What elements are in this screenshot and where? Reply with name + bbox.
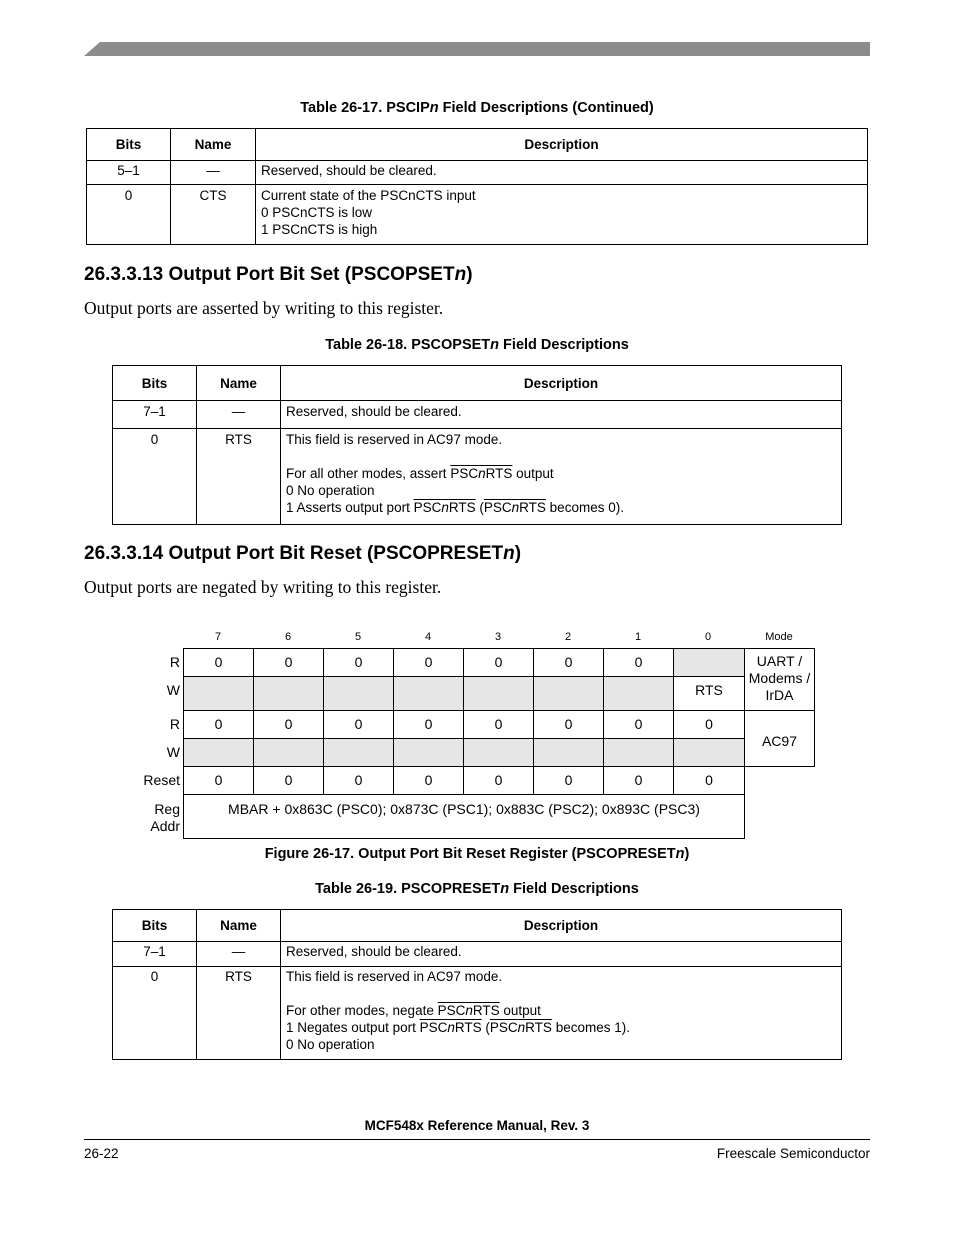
mode-ac97: AC97 — [744, 710, 815, 767]
cell-name: — — [197, 401, 281, 429]
reg-cell: 0 — [463, 648, 534, 677]
mode-line: IrDA — [765, 687, 794, 703]
table-row — [87, 185, 868, 245]
desc-line: 0 No operation — [286, 1037, 375, 1052]
footer-company: Freescale Semiconductor — [716, 1146, 870, 1161]
reg-cell-reserved — [673, 738, 745, 767]
reg-cell: 0 — [603, 710, 674, 739]
table-row — [87, 161, 868, 185]
col-header-description: Description — [256, 129, 868, 161]
desc-line: For other modes, negate PSCnRTS output — [286, 1003, 541, 1018]
bit-number: 7 — [214, 631, 222, 643]
reg-cell: 0 — [253, 648, 324, 677]
table-17-caption: Table 26-17. PSCIPn Field Descriptions (Continued) — [300, 100, 654, 116]
bit-number: 5 — [354, 631, 362, 643]
table-19 — [112, 909, 842, 1060]
row-label-r: R — [169, 716, 180, 732]
col-header-description: Description — [281, 366, 842, 401]
reg-cell-reserved — [463, 738, 534, 767]
bit-number: 1 — [634, 631, 642, 643]
desc-line: Current state of the PSCnCTS input — [261, 188, 476, 203]
table-row — [113, 967, 842, 1060]
reg-cell-reserved — [253, 676, 324, 711]
reg-cell-reserved — [673, 648, 745, 677]
col-header-description: Description — [281, 910, 842, 942]
cell-description — [281, 429, 842, 525]
cell-name: RTS — [197, 967, 281, 1060]
reg-cell: 0 — [253, 710, 324, 739]
reg-cell: 0 — [603, 648, 674, 677]
cell-name: — — [171, 161, 256, 185]
desc-line: 1 Asserts output port PSCnRTS (PSCnRTS becomes 0). — [286, 500, 624, 515]
section-14-heading: 26.3.3.14 Output Port Bit Reset (PSCOPRESETn) — [84, 543, 522, 564]
cell-bits: 0 — [113, 967, 197, 1060]
col-header-bits: Bits — [87, 129, 171, 161]
table-row — [113, 429, 842, 525]
reset-cell: 0 — [463, 766, 534, 795]
cell-bits: 7–1 — [113, 401, 197, 429]
col-header-name: Name — [197, 910, 281, 942]
bit-number: 4 — [424, 631, 432, 643]
reg-cell-reserved — [183, 676, 254, 711]
cell-name: CTS — [171, 185, 256, 245]
reg-cell-reserved — [533, 676, 604, 711]
row-label-addr: Addr — [150, 818, 180, 834]
col-header-name: Name — [171, 129, 256, 161]
col-header-bits: Bits — [113, 910, 197, 942]
reg-cell-reserved — [603, 676, 674, 711]
cell-bits: 0 — [87, 185, 171, 245]
reset-cell: 0 — [603, 766, 674, 795]
section-14-body: Output ports are negated by writing to this register. — [84, 577, 442, 597]
reg-cell: 0 — [183, 648, 254, 677]
row-label-w: W — [166, 682, 180, 698]
reg-cell: 0 — [533, 710, 604, 739]
table-row — [113, 942, 842, 967]
register-address: MBAR + 0x863C (PSC0); 0x873C (PSC1); 0x883C (PSC2); 0x893C (PSC3) — [183, 794, 745, 839]
reset-cell: 0 — [533, 766, 604, 795]
bit-number: 3 — [494, 631, 502, 643]
cell-bits: 5–1 — [87, 161, 171, 185]
reg-cell: 0 — [323, 648, 394, 677]
reg-cell: 0 — [463, 710, 534, 739]
reg-cell: 0 — [393, 648, 464, 677]
row-label-reg: Reg — [154, 801, 180, 817]
reg-cell-reserved — [393, 676, 464, 711]
reset-cell: 0 — [183, 766, 254, 795]
table-17 — [86, 128, 868, 245]
mode-line: Modems / — [748, 670, 811, 686]
section-13-body: Output ports are asserted by writing to this register. — [84, 298, 444, 318]
reg-cell-reserved — [463, 676, 534, 711]
cell-bits: 0 — [113, 429, 197, 525]
reg-cell: 0 — [673, 710, 745, 739]
desc-line: 0 No operation — [286, 483, 375, 498]
cell-description: Reserved, should be cleared. — [281, 401, 842, 429]
table-row — [113, 401, 842, 429]
bit-number: 2 — [564, 631, 572, 643]
table-18-caption: Table 26-18. PSCOPSETn Field Descriptions — [325, 337, 629, 353]
figure-caption: Figure 26-17. Output Port Bit Reset Register (PSCOPRESETn) — [264, 846, 690, 862]
header-bar — [84, 42, 870, 56]
reg-cell-reserved — [323, 738, 394, 767]
desc-line: 1 PSCnCTS is high — [261, 222, 378, 237]
reg-cell-reserved — [393, 738, 464, 767]
reg-cell: 0 — [533, 648, 604, 677]
reg-cell: 0 — [183, 710, 254, 739]
reset-cell: 0 — [673, 766, 745, 795]
section-13-heading: 26.3.3.13 Output Port Bit Set (PSCOPSETn) — [84, 264, 473, 285]
footer-title: MCF548x Reference Manual, Rev. 3 — [364, 1118, 590, 1133]
col-header-name: Name — [197, 366, 281, 401]
cell-description: Reserved, should be cleared. — [256, 161, 868, 185]
reg-cell: 0 — [323, 710, 394, 739]
cell-name: RTS — [197, 429, 281, 525]
reg-cell-reserved — [253, 738, 324, 767]
row-label-r: R — [169, 654, 180, 670]
col-header-bits: Bits — [113, 366, 197, 401]
mode-line: UART / — [756, 653, 803, 669]
reg-cell-reserved — [533, 738, 604, 767]
mode-label: Mode — [765, 631, 793, 643]
reg-cell: 0 — [393, 710, 464, 739]
mode-uart — [744, 648, 815, 711]
cell-description — [281, 967, 842, 1060]
bit-number: 0 — [704, 631, 712, 643]
row-label-reset: Reset — [143, 772, 180, 788]
page-number: 26-22 — [84, 1146, 119, 1161]
desc-line: This field is reserved in AC97 mode. — [286, 432, 503, 447]
cell-description: Reserved, should be cleared. — [281, 942, 842, 967]
desc-line: 1 Negates output port PSCnRTS (PSCnRTS becomes 1). — [286, 1020, 630, 1035]
reset-cell: 0 — [393, 766, 464, 795]
desc-line: 0 PSCnCTS is low — [261, 205, 373, 220]
reg-cell-reserved — [603, 738, 674, 767]
desc-line: For all other modes, assert PSCnRTS output — [286, 466, 554, 481]
cell-bits: 7–1 — [113, 942, 197, 967]
reg-field-rts: RTS — [673, 676, 745, 711]
reg-cell-reserved — [183, 738, 254, 767]
table-19-caption: Table 26-19. PSCOPRESETn Field Descriptions — [315, 881, 639, 897]
desc-line: This field is reserved in AC97 mode. — [286, 969, 503, 984]
reset-cell: 0 — [253, 766, 324, 795]
table-18 — [112, 365, 842, 525]
reg-cell-reserved — [323, 676, 394, 711]
cell-name: — — [197, 942, 281, 967]
reset-cell: 0 — [323, 766, 394, 795]
bit-number: 6 — [284, 631, 292, 643]
footer-rule — [84, 1139, 870, 1140]
cell-description — [256, 185, 868, 245]
row-label-w: W — [166, 744, 180, 760]
